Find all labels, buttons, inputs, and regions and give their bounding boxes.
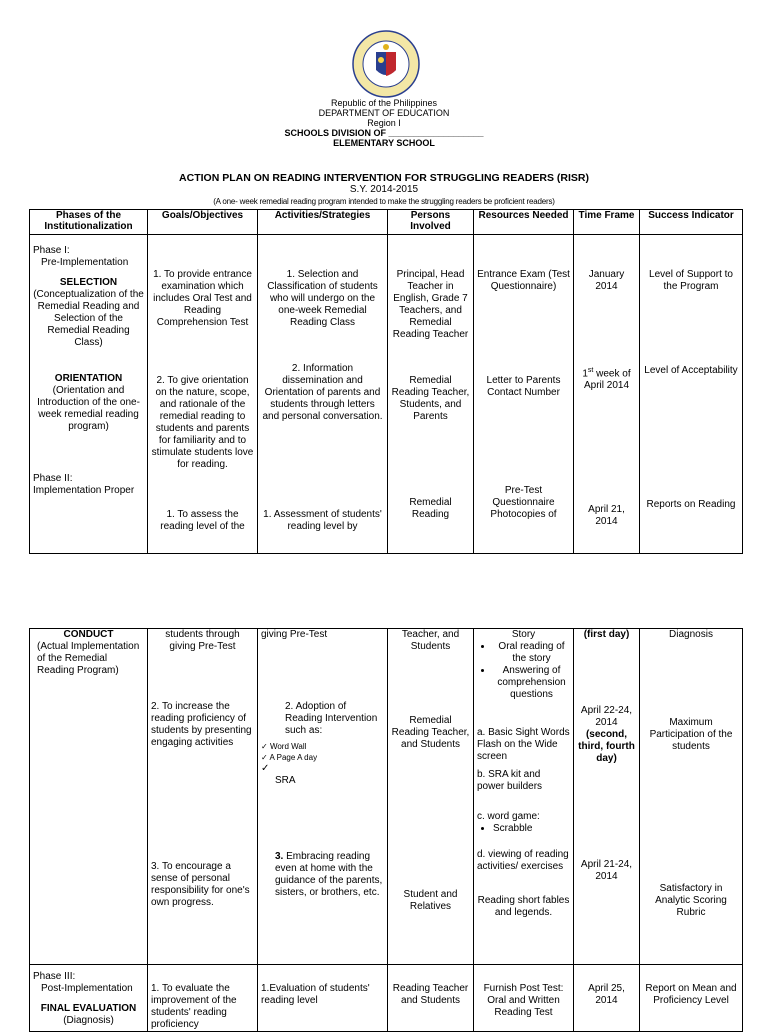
sra-item: ✓ SRA bbox=[261, 763, 296, 786]
time-cell: January 2014 1st week of April 2014 April 21, 2014 bbox=[574, 234, 640, 553]
activities-cell: giving Pre-Test 2. Adoption of Reading Intervention such as: ✓ Word Wall ✓ A Page A day ✓ SRA 3. Embracing reading even at home with the guidance of the parents, sisters, or brothers, etc. bbox=[258, 629, 388, 965]
table-row bbox=[30, 629, 743, 965]
col-header-time: Time Frame bbox=[574, 210, 640, 235]
goals-cell: 1. To provide entrance examination which includes Oral Test and Reading Comprehension Test 2. To give orientation on the nature, scope, and rationale of the remedial reading to students and parents for familiarity and to stimulate students love for reading. 1. To assess the reading level of the bbox=[148, 234, 258, 553]
action-plan-table-page1 bbox=[29, 209, 743, 554]
page-break bbox=[0, 560, 768, 620]
col-header-phases: Phases of the Institutionalization bbox=[30, 210, 148, 235]
action-plan-table-page2 bbox=[29, 628, 743, 1032]
check-icon: ✓ bbox=[261, 763, 270, 774]
resources-cell: Story • Oral reading of the story • Answering of comprehension questions a. Basic Sight Words Flash on the Wide screen b. SRA kit and power builders c. word game: • Scrabble d. viewing of reading activities/ exercises Reading short fables and legends. bbox=[474, 629, 574, 965]
activities-cell: 1. Selection and Classification of students who will undergo on the one-week Remedial Reading Class 2. Information dissemination and Orientation of parents and students through letters and personal conversation. 1. Assessment of students' reading level by bbox=[258, 234, 388, 553]
persons-cell: Principal, Head Teacher in English, Grade 7 Teachers, and Remedial Reading Teacher Remedial Reading Teacher, Students, and Parents Remedial Reading bbox=[388, 234, 474, 553]
success-cell: Level of Support to the Program Level of Acceptability Reports on Reading bbox=[640, 234, 743, 553]
check-icon: ✓ bbox=[261, 753, 268, 762]
page-a-day-item: ✓ A Page A day bbox=[261, 753, 318, 762]
phase-cell: Phase III: Post-Implementation FINAL EVALUATION (Diagnosis) bbox=[30, 965, 148, 1032]
school-line: ELEMENTARY SCHOOL bbox=[333, 138, 435, 148]
col-header-resources: Resources Needed bbox=[474, 210, 574, 235]
success-cell: Report on Mean and Proficiency Level bbox=[640, 965, 743, 1032]
col-header-goals: Goals/Objectives bbox=[148, 210, 258, 235]
region-line: Region I bbox=[367, 118, 401, 128]
republic-line: Republic of the Philippines bbox=[330, 98, 438, 108]
word-wall-item: ✓ Word Wall bbox=[261, 742, 307, 751]
table-row bbox=[30, 965, 743, 1032]
goals-cell: 1. To evaluate the improvement of the students' reading proficiency bbox=[148, 965, 258, 1032]
document-title: ACTION PLAN ON READING INTERVENTION FOR STRUGGLING READERS (RISR) bbox=[179, 172, 589, 184]
resources-cell: Entrance Exam (Test Questionnaire) Letter to Parents Contact Number Pre-Test Questionnaire Photocopies of bbox=[474, 234, 574, 553]
col-header-persons: Persons Involved bbox=[388, 210, 474, 235]
activities-cell: 1.Evaluation of students' reading level bbox=[258, 965, 388, 1032]
table-header-row bbox=[30, 210, 743, 235]
resources-cell: Furnish Post Test: Oral and Written Reading Test bbox=[474, 965, 574, 1032]
time-cell: April 25, 2014 bbox=[574, 965, 640, 1032]
phase-cell: Phase I: Pre-Implementation SELECTION (Conceptualization of the Remedial Reading and Selection of the Remedial Reading Class) ORIENTATION (Orientation and Introduction of the one-week remedial reading program) Phase II: Implementation Proper bbox=[30, 234, 148, 553]
check-icon: ✓ bbox=[261, 742, 268, 751]
goals-cell: students through giving Pre-Test 2. To increase the reading proficiency of students by presenting engaging activities 3. To encourage a sense of personal responsibility for one's own progress. bbox=[148, 629, 258, 965]
program-note: (A one- week remedial reading program intended to make the struggling readers be proficient readers) bbox=[213, 197, 555, 206]
school-year: S.Y. 2014-2015 bbox=[349, 184, 419, 195]
col-header-activities: Activities/Strategies bbox=[258, 210, 388, 235]
persons-cell: Reading Teacher and Students bbox=[388, 965, 474, 1032]
deped-seal-logo bbox=[352, 30, 420, 98]
time-cell: (first day) April 22-24, 2014 (second, third, fourth day) April 21-24, 2014 bbox=[574, 629, 640, 965]
table-row bbox=[30, 234, 743, 553]
col-header-success: Success Indicator bbox=[640, 210, 743, 235]
phase-cell: CONDUCT (Actual Implementation of the Remedial Reading Program) bbox=[30, 629, 148, 965]
department-line: DEPARTMENT OF EDUCATION bbox=[318, 108, 450, 118]
success-cell: Diagnosis Maximum Participation of the students Satisfactory in Analytic Scoring Rubric bbox=[640, 629, 743, 965]
division-line: SCHOOLS DIVISION OF ___________________ bbox=[284, 128, 484, 138]
persons-cell: Teacher, and Students Remedial Reading Teacher, and Students Student and Relatives bbox=[388, 629, 474, 965]
